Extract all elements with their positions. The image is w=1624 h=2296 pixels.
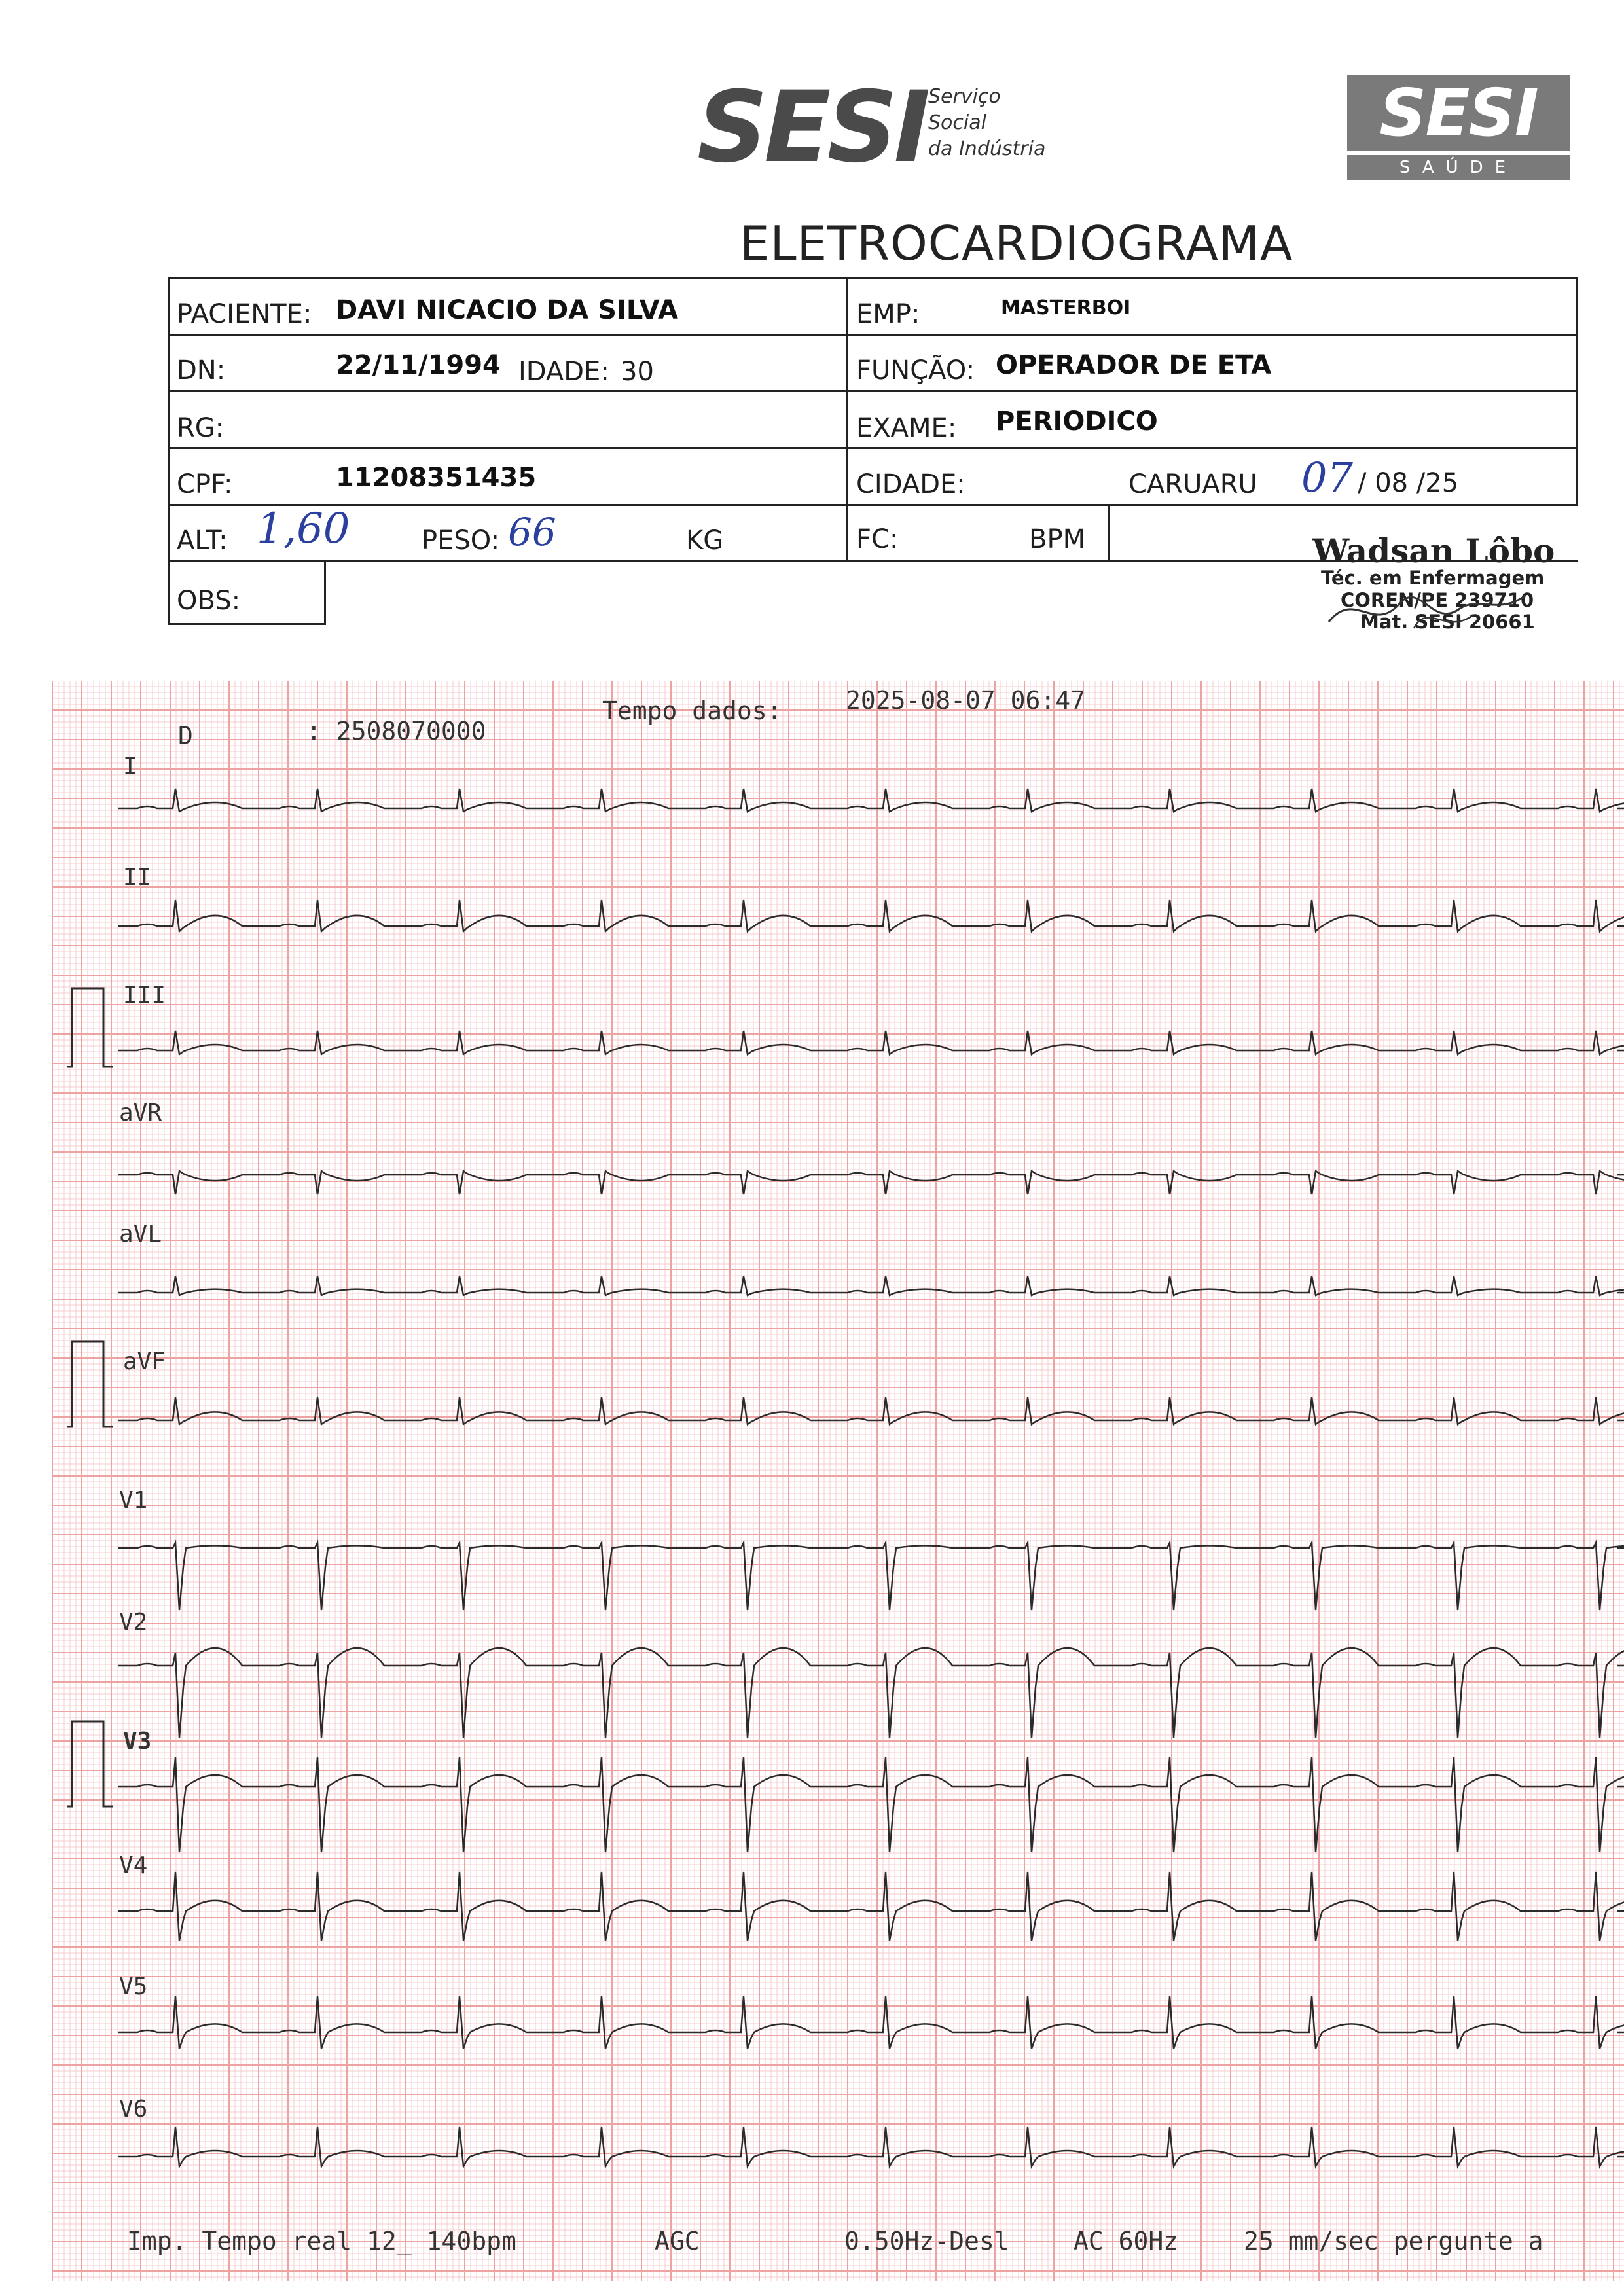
lead-label-avl: aVL <box>119 1221 162 1247</box>
sesi-saude-logo-top: SESI <box>1347 75 1570 151</box>
dn-value: 22/11/1994 <box>336 350 501 380</box>
dn-label: DN: <box>177 355 226 386</box>
stamp-line-3: Mat. SESI 20661 <box>1360 611 1535 633</box>
lead-label-iii: III <box>123 982 166 1009</box>
paciente-label: PACIENTE: <box>177 299 312 329</box>
cpf-value: 11208351435 <box>336 463 537 493</box>
ecg-tempo-label: Tempo dados: <box>602 696 782 725</box>
peso-value-handwritten: 66 <box>508 510 556 554</box>
ecg-major-grid <box>52 681 1624 2281</box>
paciente-value: DAVI NICACIO DA SILVA <box>336 295 679 325</box>
kg-label: KG <box>686 526 724 556</box>
lead-label-v5: V5 <box>119 1973 148 2000</box>
sesi-saude-logo-bottom: SAÚDE <box>1347 155 1570 180</box>
lead-label-ii: II <box>123 864 152 891</box>
lead-label-v1: V1 <box>119 1487 148 1514</box>
tagline-line-1: Serviço <box>928 85 1001 108</box>
cidade-value: CARUARU <box>1128 469 1257 499</box>
tagline-line-3: da Indústria <box>928 137 1046 160</box>
lead-label-v3: V3 <box>123 1728 152 1755</box>
exame-label: EXAME: <box>856 413 957 443</box>
sesi-logo: SESI <box>697 71 927 185</box>
ecg-id-label: D <box>178 721 193 750</box>
lead-label-v6: V6 <box>119 2096 148 2123</box>
lead-label-avr: aVR <box>119 1100 162 1126</box>
funcao-label: FUNÇÃO: <box>856 355 975 386</box>
alt-label: ALT: <box>177 526 228 556</box>
idade-label: IDADE: <box>518 357 609 387</box>
date-month-year: / 08 /25 <box>1358 468 1459 498</box>
emp-value: MASTERBOI <box>1001 296 1131 319</box>
rg-label: RG: <box>177 413 225 443</box>
ecg-footer-ac: AC 60Hz <box>1074 2227 1179 2255</box>
ecg-strip <box>52 681 1624 2281</box>
sesi-logo-tagline <box>928 84 1045 162</box>
stamp-line-2: COREN/PE 239710 <box>1341 589 1534 611</box>
tagline-line-2: Social <box>928 111 986 134</box>
peso-label: PESO: <box>422 526 500 556</box>
ecg-grid-and-traces <box>52 681 1624 2281</box>
cpf-label: CPF: <box>177 469 233 499</box>
lead-label-avf: aVF <box>123 1348 166 1375</box>
obs-label: OBS: <box>177 586 241 616</box>
cidade-label: CIDADE: <box>856 469 965 499</box>
lead-label-v4: V4 <box>119 1852 148 1879</box>
ecg-id-value: : 2508070000 <box>306 717 486 745</box>
date-day-handwritten: 07 <box>1301 454 1353 501</box>
signature-scribble <box>1316 576 1538 641</box>
ecg-footer-agc: AGC <box>655 2227 700 2255</box>
funcao-value: OPERADOR DE ETA <box>996 350 1272 380</box>
ecg-footer-filter: 0.50Hz-Desl <box>844 2227 1009 2255</box>
idade-value: 30 <box>621 357 654 387</box>
lead-label-i: I <box>123 753 137 780</box>
lead-label-v2: V2 <box>119 1609 148 1636</box>
stamp-line-1: Téc. em Enfermagem <box>1321 567 1545 589</box>
bpm-label: BPM <box>1029 524 1086 554</box>
alt-value-handwritten: 1,60 <box>257 505 350 553</box>
document-title: ELETROCARDIOGRAMA <box>740 216 1293 271</box>
exame-value: PERIODICO <box>996 406 1158 437</box>
ecg-tempo-value: 2025-08-07 06:47 <box>846 686 1086 715</box>
stamp-name: Wadsan Lôbo <box>1312 531 1555 570</box>
ecg-footer-speed: 25 mm/sec pergunte a <box>1244 2227 1543 2255</box>
sesi-saude-logo <box>1347 75 1570 180</box>
ecg-footer-imp: Imp. Tempo real 12_ 140bpm <box>127 2227 516 2255</box>
fc-label: FC: <box>856 524 899 554</box>
emp-label: EMP: <box>856 299 920 329</box>
